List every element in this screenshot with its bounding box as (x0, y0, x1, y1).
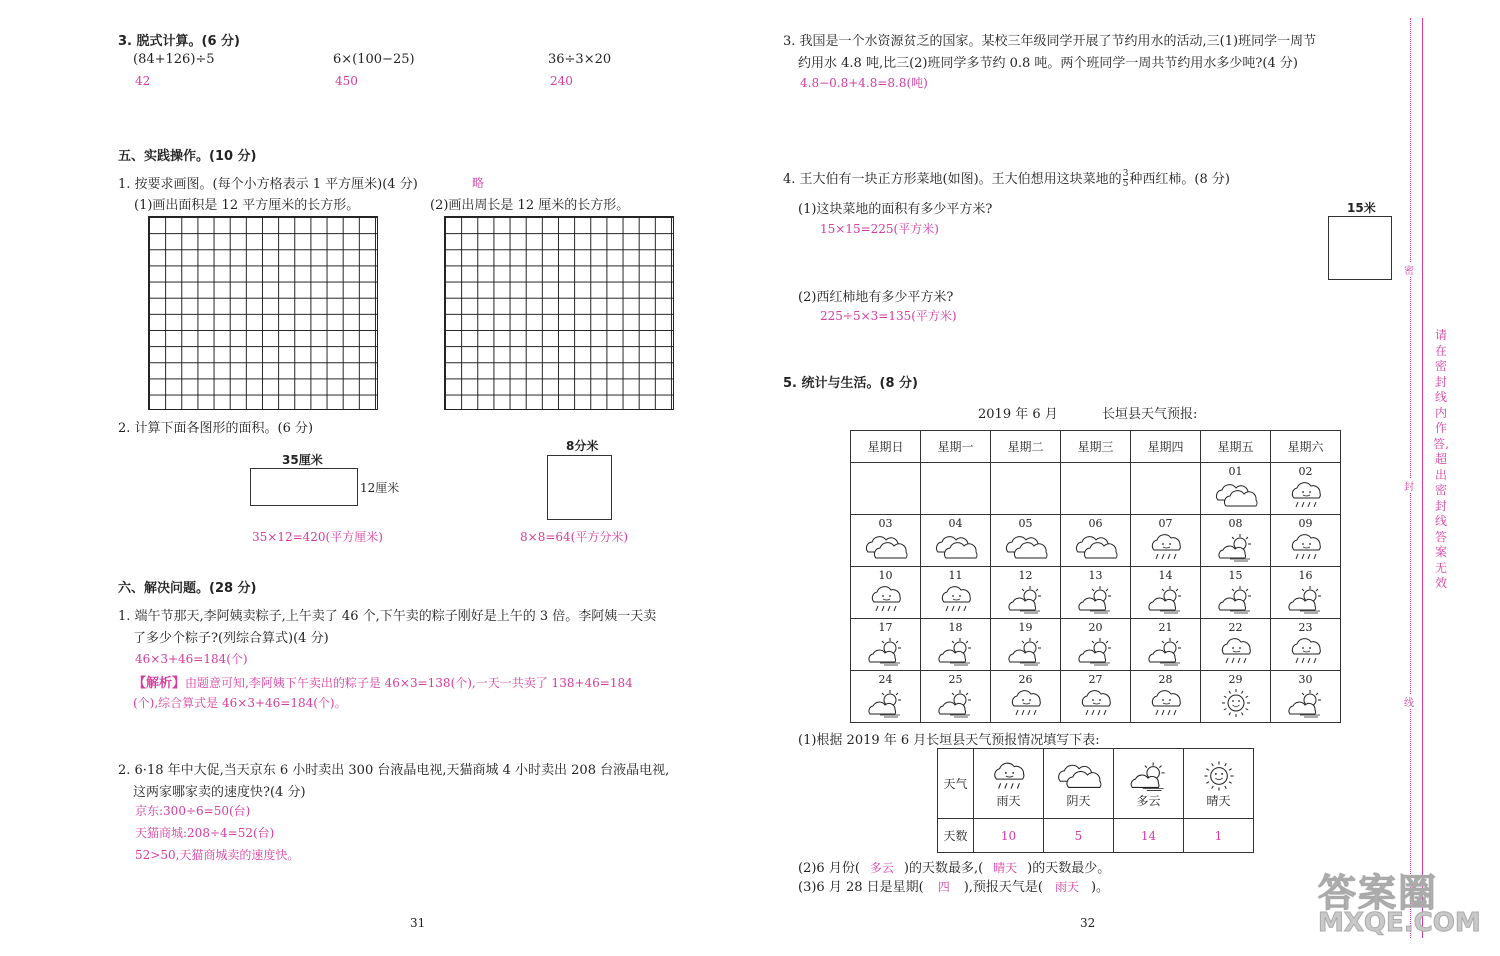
q5-2-answer-least: 晴天 (993, 861, 1018, 875)
day-number: 01 (1228, 465, 1243, 478)
q5-3-answer-weather: 雨天 (1054, 880, 1079, 894)
q5-2-e: )的天数最少。 (1027, 861, 1111, 876)
calendar-week (851, 619, 1341, 671)
problem-1-explanation (133, 672, 633, 691)
rain-icon (1072, 688, 1120, 718)
sun-icon (1212, 688, 1260, 718)
square-area-answer: 8×8=64(平方分米) (520, 530, 629, 544)
calendar-day (1131, 671, 1201, 723)
calendar-header-row (851, 431, 1341, 463)
calendar-day (921, 463, 991, 515)
calendar-day (921, 515, 991, 567)
partly-icon (1072, 636, 1120, 666)
stats-weather-3 (1184, 749, 1254, 819)
rain-icon (984, 760, 1034, 792)
expr-2: 6×(100−25) (333, 52, 415, 67)
day-number: 07 (1158, 517, 1173, 530)
seal-mark-2: 封 (1404, 478, 1414, 493)
partly-icon (1142, 636, 1190, 666)
cloudy-icon (932, 532, 980, 562)
question-5-3 (798, 876, 1109, 895)
seal-line-solid (1422, 18, 1423, 938)
day-number: 27 (1088, 673, 1103, 686)
day-number: 23 (1298, 621, 1313, 634)
calendar-day (1131, 619, 1201, 671)
calendar-day (1201, 515, 1271, 567)
calendar-day (1271, 567, 1341, 619)
answer-3: 240 (550, 74, 573, 88)
day-number: 25 (948, 673, 963, 686)
draw-question: 1. 按要求画图。(每个小方格表示 1 平方厘米)(4 分) (118, 177, 418, 192)
calendar-day (851, 671, 921, 723)
stats-row-label-weather: 天气 (938, 749, 974, 819)
grid-2[interactable] (444, 216, 674, 410)
problem-2-answer-1: 京东:300÷6=50(台) (135, 804, 251, 818)
rain-icon (1282, 636, 1330, 666)
partly-icon (862, 688, 910, 718)
day-number: 12 (1018, 569, 1033, 582)
calendar-day (1131, 567, 1201, 619)
calendar-day (991, 671, 1061, 723)
calendar-day (921, 671, 991, 723)
rect-height-label: 12厘米 (360, 481, 400, 495)
stats-count-0: 10 (974, 819, 1044, 853)
answer-2: 450 (335, 74, 358, 88)
watermark-url: MXQE.COM (1318, 908, 1481, 938)
draw-answer: 略 (472, 176, 485, 190)
partly-icon (862, 636, 910, 666)
cloudy-icon (1072, 532, 1120, 562)
day-number: 15 (1228, 569, 1243, 582)
day-number: 28 (1158, 673, 1173, 686)
weekday-5: 星期五 (1201, 431, 1271, 463)
explanation-label: 【解析】 (133, 676, 186, 691)
calendar-week (851, 515, 1341, 567)
day-number: 21 (1158, 621, 1173, 634)
calendar-week (851, 671, 1341, 723)
problem-5-title: 5. 统计与生活。(8 分) (783, 376, 918, 391)
problem-2-answer-2: 天猫商城:208÷4=52(台) (135, 826, 275, 840)
draw-sub-1: (1)画出面积是 12 平方厘米的长方形。 (134, 198, 360, 213)
calendar-day (1201, 671, 1271, 723)
square-figure (547, 455, 612, 520)
day-number: 16 (1298, 569, 1313, 582)
question-5-1: (1)根据 2019 年 6 月长垣县天气预报情况填写下表: (798, 733, 1100, 748)
rain-icon (1212, 636, 1260, 666)
weekday-4: 星期四 (1131, 431, 1201, 463)
rain-icon (1002, 688, 1050, 718)
partly-icon (1124, 760, 1174, 792)
calendar-day (1201, 567, 1271, 619)
problem-4-text-b: 种西红柿。(8 分) (1129, 172, 1230, 187)
plot-square (1328, 216, 1392, 280)
q5-2-a: (2)6 月份( (798, 861, 860, 876)
rain-icon (932, 584, 980, 614)
partly-icon (1002, 636, 1050, 666)
partly-icon (1002, 584, 1050, 614)
calc-title: 3. 脱式计算。(6 分) (118, 34, 240, 49)
stats-weather-0 (974, 749, 1044, 819)
calendar-day (1061, 463, 1131, 515)
stats-weather-label: 晴天 (1206, 794, 1231, 808)
stats-weather-label: 雨天 (996, 794, 1021, 808)
page-number-right: 32 (1080, 916, 1096, 930)
partly-icon (932, 636, 980, 666)
rectangle-figure (250, 468, 358, 506)
calendar-day (1061, 671, 1131, 723)
calendar-day (1131, 515, 1201, 567)
calendar-day (1271, 463, 1341, 515)
problem-3-line-1: 3. 我国是一个水资源贫乏的国家。某校三年级同学开展了节约用水的活动,三(1)班同学一周节 (783, 34, 1317, 49)
partly-icon (1282, 584, 1330, 614)
day-number: 17 (878, 621, 893, 634)
problem-4-q1: (1)这块菜地的面积有多少平方米? (798, 202, 993, 217)
day-number: 09 (1298, 517, 1313, 530)
fraction-denominator: 5 (1122, 179, 1129, 189)
day-number: 20 (1088, 621, 1103, 634)
stats-weather-1 (1044, 749, 1114, 819)
calendar-day (851, 567, 921, 619)
problem-4-q2: (2)西红柿地有多少平方米? (798, 290, 954, 305)
q5-3-c: ),预报天气是( (963, 880, 1043, 895)
rain-icon (1142, 688, 1190, 718)
day-number: 13 (1088, 569, 1103, 582)
seal-notice: 请在密封线内作答,超出密封线答案无效 (1433, 328, 1449, 590)
rain-icon (1142, 532, 1190, 562)
stats-weather-row (938, 749, 1254, 819)
cloudy-icon (862, 532, 910, 562)
day-number: 10 (878, 569, 893, 582)
partly-icon (1212, 584, 1260, 614)
stats-count-2: 14 (1114, 819, 1184, 853)
sun-icon (1194, 760, 1244, 792)
stats-count-1: 5 (1044, 819, 1114, 853)
partly-icon (1212, 532, 1260, 562)
calendar-day (1271, 619, 1341, 671)
day-number: 02 (1298, 465, 1313, 478)
weather-calendar (850, 430, 1341, 723)
stats-row-label-count: 天数 (938, 819, 974, 853)
calendar-day (851, 515, 921, 567)
rain-icon (1282, 532, 1330, 562)
draw-sub-2: (2)画出周长是 12 厘米的长方形。 (430, 198, 630, 213)
section-5-title: 五、实践操作。(10 分) (118, 149, 257, 164)
fraction-numerator: 3 (1122, 169, 1129, 179)
weekday-6: 星期六 (1271, 431, 1341, 463)
calendar-day (991, 515, 1061, 567)
partly-icon (932, 688, 980, 718)
stats-weather-label: 多云 (1136, 794, 1161, 808)
calendar-day (851, 619, 921, 671)
problem-1-answer: 46×3+46=184(个) (135, 652, 248, 666)
calendar-day (1131, 463, 1201, 515)
calendar-day (1061, 619, 1131, 671)
day-number: 19 (1018, 621, 1033, 634)
question-5-2 (798, 857, 1110, 876)
plot-side-label: 15米 (1347, 201, 1376, 215)
weekday-3: 星期三 (1061, 431, 1131, 463)
q5-2-c: )的天数最多,( (903, 861, 984, 876)
q5-2-answer-most: 多云 (869, 861, 894, 875)
stats-weather-label: 阴天 (1066, 794, 1091, 808)
problem-2-answer-3: 52>50,天猫商城卖的速度快。 (135, 848, 300, 862)
seal-mark-1: 密 (1404, 262, 1414, 277)
problem-4-a2: 225÷5×3=135(平方米) (820, 309, 957, 323)
rain-icon (862, 584, 910, 614)
calendar-body (851, 463, 1341, 723)
calendar-day (851, 463, 921, 515)
fraction (1123, 170, 1129, 189)
cloudy-icon (1212, 480, 1260, 510)
problem-4-a1: 15×15=225(平方米) (820, 222, 939, 236)
calendar-week (851, 463, 1341, 515)
expr-1: (84+126)÷5 (133, 52, 215, 67)
cloudy-icon (1054, 760, 1104, 792)
rect-area-answer: 35×12=420(平方厘米) (252, 530, 383, 544)
calendar-day (1061, 567, 1131, 619)
q5-3-a: (3)6 月 28 日是星期( (798, 880, 924, 895)
day-number: 26 (1018, 673, 1033, 686)
answer-1: 42 (135, 74, 151, 88)
problem-4-line (783, 168, 1230, 189)
page-number-left: 31 (410, 916, 426, 930)
problem-1-line-1: 1. 端午节那天,李阿姨卖粽子,上午卖了 46 个,下午卖的粽子刚好是上午的 3 倍。李阿姨一天卖 (118, 609, 657, 624)
seal-mark-3: 线 (1404, 694, 1414, 709)
expr-3: 36÷3×20 (548, 52, 612, 67)
cloudy-icon (1002, 532, 1050, 562)
calendar-day (921, 619, 991, 671)
calendar-day (991, 463, 1061, 515)
calendar-week (851, 567, 1341, 619)
explanation-line-2: (个),综合算式是 46×3+46=184(个)。 (133, 696, 347, 710)
weekday-0: 星期日 (851, 431, 921, 463)
stats-weather-2 (1114, 749, 1184, 819)
day-number: 11 (948, 569, 963, 582)
calendar-day (1271, 515, 1341, 567)
day-number: 05 (1018, 517, 1033, 530)
calendar-month: 2019 年 6 月 (978, 407, 1058, 422)
day-number: 14 (1158, 569, 1173, 582)
q5-3-answer-day: 四 (937, 880, 950, 894)
problem-3-line-2: 约用水 4.8 吨,比三(2)班同学多节约 0.8 吨。两个班同学一周共节约用水多少吨?(4 分) (798, 56, 1298, 71)
calendar-day (921, 567, 991, 619)
calendar-day (1201, 619, 1271, 671)
calendar-title: 长垣县天气预报: (1102, 407, 1198, 422)
calendar-day (1201, 463, 1271, 515)
day-number: 03 (878, 517, 893, 530)
calendar-day (991, 567, 1061, 619)
problem-3-answer: 4.8−0.8+4.8=8.8(吨) (800, 76, 928, 90)
explanation-line-1: 由题意可知,李阿姨下午卖出的粽子是 46×3=138(个),一天一共卖了 138+46=184 (185, 676, 633, 690)
day-number: 08 (1228, 517, 1243, 530)
partly-icon (1142, 584, 1190, 614)
weekday-2: 星期二 (991, 431, 1061, 463)
calendar-day (991, 619, 1061, 671)
day-number: 30 (1298, 673, 1313, 686)
section-6-title: 六、解决问题。(28 分) (118, 581, 257, 596)
weekday-1: 星期一 (921, 431, 991, 463)
partly-icon (1072, 584, 1120, 614)
rain-icon (1282, 480, 1330, 510)
day-number: 06 (1088, 517, 1103, 530)
day-number: 22 (1228, 621, 1243, 634)
day-number: 18 (948, 621, 963, 634)
watermark-logo: 答案圈 (1318, 871, 1439, 915)
calendar-day (1271, 671, 1341, 723)
stats-count-row (938, 819, 1254, 853)
day-number: 29 (1228, 673, 1243, 686)
square-side-label: 8分米 (566, 439, 599, 453)
calendar-day (1061, 515, 1131, 567)
problem-4-text-a: 4. 王大伯有一块正方形菜地(如图)。王大伯想用这块菜地的 (783, 172, 1122, 187)
stats-count-3: 1 (1184, 819, 1254, 853)
grid-1[interactable] (148, 216, 378, 410)
area-question: 2. 计算下面各图形的面积。(6 分) (118, 421, 314, 436)
problem-1-line-2: 了多少个粽子?(列综合算式)(4 分) (133, 631, 329, 646)
stats-table (937, 748, 1254, 853)
rect-width-label: 35厘米 (282, 453, 323, 467)
day-number: 04 (948, 517, 963, 530)
problem-2-line-1: 2. 6·18 年中大促,当天京东 6 小时卖出 300 台液晶电视,天猫商城 4 小时卖出 208 台液晶电视, (118, 763, 670, 778)
problem-2-line-2: 这两家哪家卖的速度快?(4 分) (133, 785, 306, 800)
q5-3-e: )。 (1090, 880, 1110, 895)
day-number: 24 (878, 673, 893, 686)
partly-icon (1282, 688, 1330, 718)
